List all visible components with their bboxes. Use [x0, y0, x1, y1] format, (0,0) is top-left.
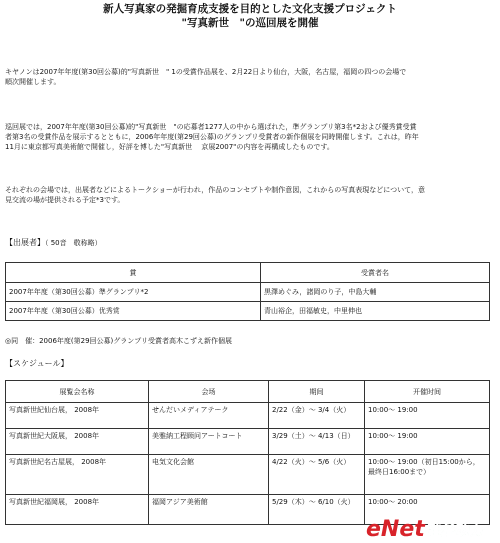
column-header: 展覧会名称: [6, 381, 149, 403]
schedule-heading: 【スケジュール】: [5, 359, 69, 368]
table-row: [6, 302, 490, 321]
venue-cell: せんだいメディアテーク: [149, 403, 269, 429]
exhibition-name-cell: 写真新世紀仙台展， 2008年: [6, 403, 149, 429]
column-header: 会场: [149, 381, 269, 403]
watermark-tagline: 硅谷动力: [428, 523, 484, 539]
award-cell: 2007年年度（第30回公募）準グランプリ*2: [6, 283, 261, 302]
winners-cell: 青山裕企，田福敏史，中里伸也: [261, 302, 490, 321]
hours-cell: 10:00～ 20:00: [365, 495, 490, 525]
column-header: 賞: [6, 263, 261, 283]
talkshow-paragraph: それぞれの会場では，出展者などによるトークショーが行われ，作品のコンセプトや制作意図，これからの写真表現などについて，意 見交流の場が提供される予定*3です。: [5, 186, 425, 204]
exhibition-name-cell: 写真新世紀大阪展， 2008年: [6, 429, 149, 455]
hours-cell: 10:00～ 19:00（初日15:00から，最终日16:00まで）: [365, 455, 490, 495]
exhibitors-note: （ 50音 敬称略）: [45, 239, 102, 247]
table-row: [6, 429, 490, 455]
hours-cell: 10:00～ 19:00: [365, 429, 490, 455]
period-cell: 5/29（木）～ 6/10（火）: [269, 495, 365, 525]
watermark-brand: eNet: [366, 517, 425, 541]
award-cell: 2007年年度（第30回公募）优秀赏: [6, 302, 261, 321]
column-header: 受賞者名: [261, 263, 490, 283]
venue-cell: 美雅納工程顾问アートコート: [149, 429, 269, 455]
column-header: 开催时间: [365, 381, 490, 403]
details-paragraph: 巡回展では，2007年年度(第30回公募)的"写真新世 "の応募者1277人の中から選ばれた，準グランプリ第3名*2および優秀賞受賞 者第3名の受賞作品を展示するとともに，2006年年度(第29回公募)のグランプリ受賞者の新作個展を同時開催します。これは，昨年 11月に東京都写真美術館で開催し，好評を博した"写真新世 京展2007"の内容を再構成したものです。: [5, 123, 419, 151]
table-row: [6, 403, 490, 429]
venue-cell: 福岡アジア美術館: [149, 495, 269, 525]
period-cell: 2/22（金）～ 3/4（火）: [269, 403, 365, 429]
enet-watermark-logo: [364, 515, 494, 541]
column-header: 期间: [269, 381, 365, 403]
exhibition-name-cell: 写真新世紀名古屋展， 2008年: [6, 455, 149, 495]
intro-paragraph: キヤノンは2007年年度(第30回公募)的"写真新世 " 1の受賞作品展を、2月22日より仙台，大阪，名古屋，福岡の四つの会場で 順次開催します。: [5, 68, 407, 86]
table-header-row: [6, 381, 490, 403]
venue-cell: 电気文化会館: [149, 455, 269, 495]
exhibitors-table: [5, 262, 490, 321]
exhibitors-heading: 【出展者】（ 50音 敬称略）: [5, 238, 102, 247]
page-subtitle: "写真新世 "の巡回展を開催: [181, 17, 319, 29]
period-cell: 4/22（火）～ 5/6（火）: [269, 455, 365, 495]
table-row: [6, 283, 490, 302]
page-title: 新人写真家の発掘育成支援を目的とした文化支援プロジェクト: [103, 3, 397, 15]
schedule-table: [5, 380, 490, 525]
co-exhibition-note: ◎同 催：2006年度(第29回公募)グランプリ受賞者高木こずえ新作個展: [5, 337, 233, 345]
period-cell: 3/29（土）～ 4/13（日）: [269, 429, 365, 455]
exhibition-name-cell: 写真新世紀福岡展， 2008年: [6, 495, 149, 525]
winners-cell: 黒澤めぐみ，諸岡のり子，中島大輔: [261, 283, 490, 302]
table-header-row: [6, 263, 490, 283]
hours-cell: 10:00～ 19:00: [365, 403, 490, 429]
table-row: [6, 455, 490, 495]
